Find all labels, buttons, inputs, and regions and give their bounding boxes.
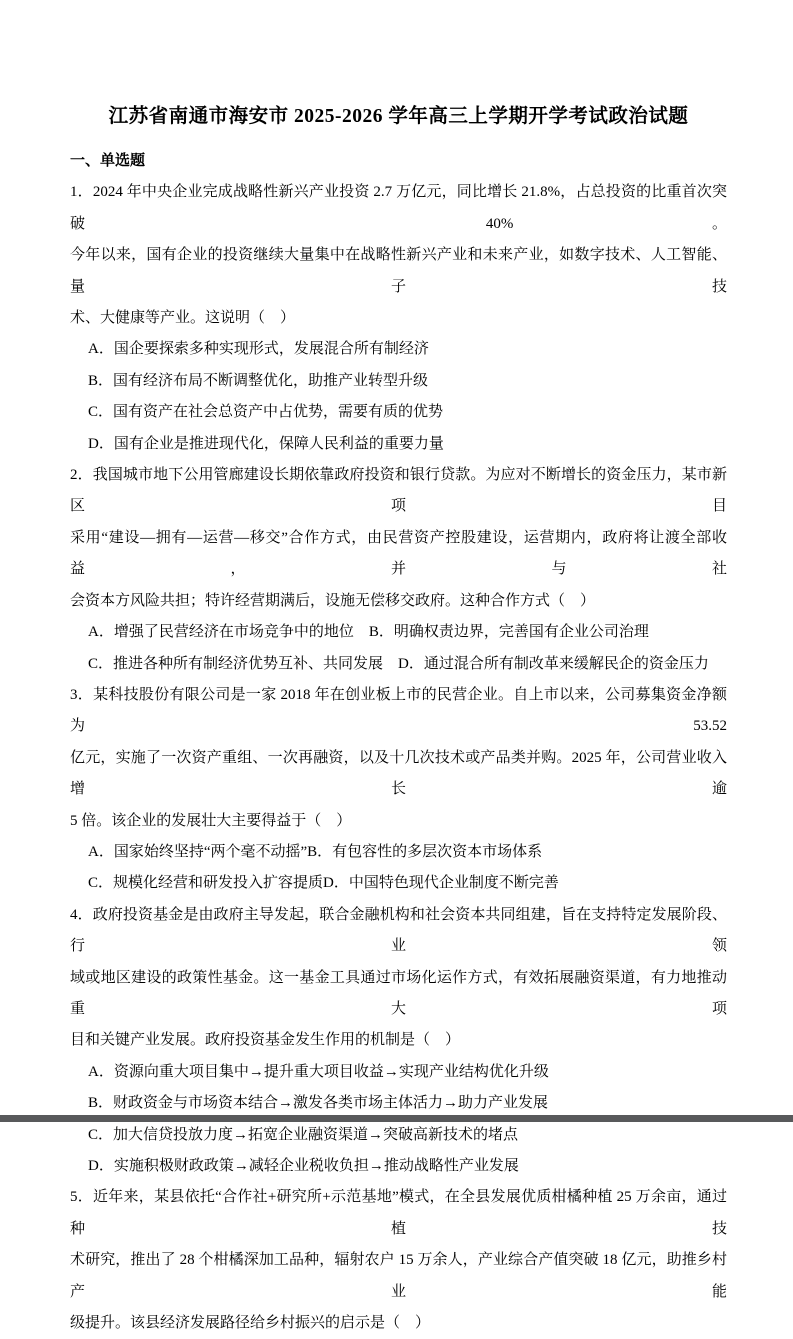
option-row-cd: C．推进各种所有制经济优势互补、共同发展 D．通过混合所有制改革来缓解民企的资金压力 — [88, 655, 709, 672]
question-stem-line: 级提升。该县经济发展路径给乡村振兴的启示是（ ） — [70, 1315, 431, 1332]
page-title: 江苏省南通市海安市 2025-2026 学年高三上学期开学考试政治试题 — [108, 106, 689, 127]
option-b: B．财政资金与市场资本结合→激发各类市场主体活力→助力产业发展 — [88, 1095, 549, 1112]
question-stem-line: 域或地区建设的政策性基金。这一基金工具通过市场化运作方式，有效拓展融资渠道，有力地推动重大项 — [70, 969, 727, 1017]
question-stem-line: 目和关键产业发展。政府投资基金发生作用的机制是（ ） — [70, 1032, 461, 1049]
question-stem-line: 今年以来，国有企业的投资继续大量集中在战略性新兴产业和未来产业，如数字技术、人工智能、量子技 — [70, 247, 727, 295]
question-stem-line: 5．近年来，某县依托“合作社+研究所+示范基地”模式，在全县发展优质柑橘种植 25 万余亩，通过种植技 — [70, 1189, 727, 1237]
question-stem-line: 会资本方风险共担；特许经营期满后，设施无偿移交政府。这种合作方式（ ） — [70, 592, 596, 609]
question-5 — [70, 1182, 727, 1339]
question-2 — [70, 460, 727, 680]
option-c: C．国有资产在社会总资产中占优势，需要有质的优势 — [88, 404, 444, 421]
option-a: A．国家始终坚持“两个毫不动摇” — [88, 843, 308, 860]
question-stem-line: 5 倍。该企业的发展壮大主要得益于（ ） — [70, 812, 352, 829]
question-stem-line: 2．我国城市地下公用管廊建设长期依靠政府投资和银行贷款。为应对不断增长的资金压力，某市新区项目 — [70, 467, 727, 515]
option-c: C．加大信贷投放力度→拓宽企业融资渠道→突破高新技术的堵点 — [88, 1126, 519, 1143]
section-header: 一、单选题 — [70, 153, 146, 169]
question-stem-line: 1．2024 年中央企业完成战略性新兴产业投资 2.7 万亿元，同比增长 21.8%，占总投资的比重首次突破 40%。 — [70, 184, 727, 232]
option-a: A．国企要探索多种实现形式，发展混合所有制经济 — [88, 341, 429, 358]
option-row-ab: A．增强了民营经济在市场竞争中的地位 B．明确权责边界，完善国有企业公司治理 — [88, 624, 649, 641]
option-d: D．实施积极财政政策→减轻企业税收负担→推动战略性产业发展 — [88, 1158, 519, 1174]
option-row-cd — [70, 868, 727, 899]
question-4 — [70, 900, 727, 1183]
question-3 — [70, 680, 727, 900]
question-1 — [70, 177, 727, 460]
option-b: B．国有经济布局不断调整优化，助推产业转型升级 — [88, 372, 429, 389]
question-stem-line: 亿元，实施了一次资产重组、一次再融资，以及十几次技术或产品类并购。2025 年，公司营业收入增长逾 — [70, 749, 727, 798]
option-b: B．有包容性的多层次资本市场体系 — [307, 843, 543, 860]
question-stem-line: 术研究，推出了 28 个柑橘深加工品种，辐射农户 15 万余人，产业综合产值突破 18 亿元，助推乡村产业能 — [70, 1252, 727, 1300]
question-stem-line: 采用“建设—拥有—运营—移交”合作方式，由民营资产控股建设，运营期内，政府将让渡全部收益，并与社 — [70, 529, 727, 578]
option-d: D．中国特色现代企业制度不断完善 — [323, 875, 559, 892]
option-d: D．国有企业是推进现代化，保障人民利益的重要力量 — [88, 435, 444, 452]
option-a: A．资源向重大项目集中→提升重大项目收益→实现产业结构优化升级 — [88, 1063, 549, 1080]
question-stem-line: 4．政府投资基金是由政府主导发起，联合金融机构和社会资本共同组建，旨在支持特定发展阶段、行业领 — [70, 906, 727, 955]
page-bottom-divider — [0, 1115, 793, 1122]
question-stem-line: 术、大健康等产业。这说明（ ） — [70, 310, 296, 327]
question-stem-line: 3．某科技股份有限公司是一家 2018 年在创业板上市的民营企业。自上市以来，公司募集资金净额为 53.52 — [70, 686, 727, 735]
option-c: C．规模化经营和研发投入扩容提质 — [88, 875, 324, 892]
option-row-ab — [70, 837, 727, 868]
